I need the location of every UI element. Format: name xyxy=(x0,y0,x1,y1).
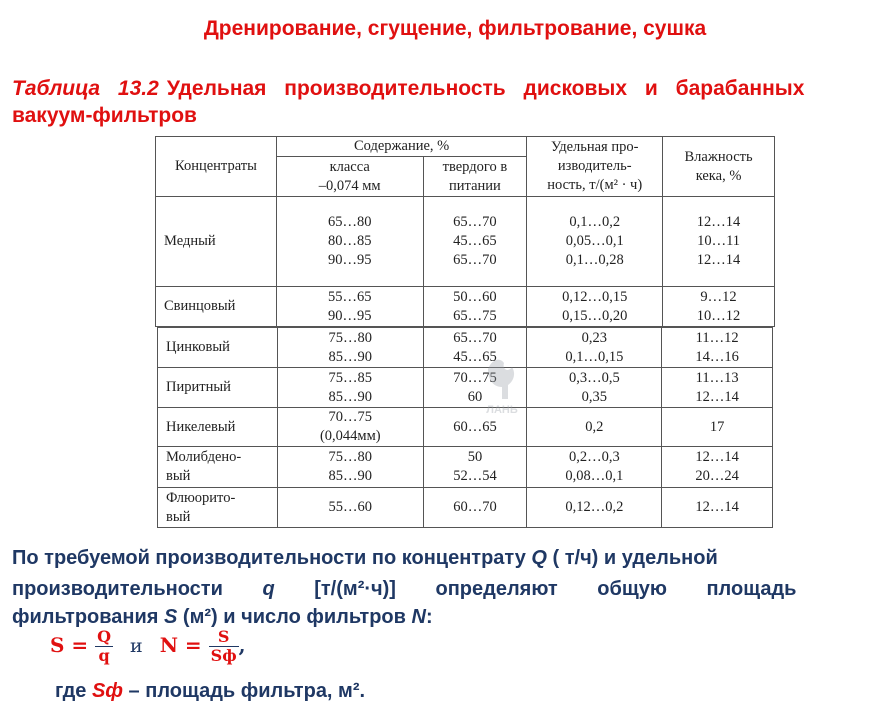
solid-content xyxy=(423,197,527,287)
cake-moisture-value: 12…14 xyxy=(695,388,739,405)
specific-productivity-value: 0,1…0,15 xyxy=(565,348,624,365)
cake-moisture xyxy=(662,328,773,368)
header-solid-line: твердого в xyxy=(442,158,508,175)
solid-content-value: 50…60 xyxy=(453,288,497,305)
header-moisture xyxy=(663,137,775,197)
paragraph-line2 xyxy=(12,575,888,603)
productivity-table-part2 xyxy=(157,327,773,528)
specific-productivity-value: 0,3…0,5 xyxy=(568,369,620,386)
solid-content-value: 60…65 xyxy=(453,418,497,435)
slide-title: Дренирование, сгущение, фильтрование, сушка xyxy=(203,17,707,40)
frac-denominator: Sф xyxy=(210,646,237,665)
cake-moisture xyxy=(662,408,773,447)
header-productivity-line: изводитель- xyxy=(557,158,632,174)
solid-content-value: 65…70 xyxy=(453,214,497,230)
cake-moisture-value: 14…16 xyxy=(695,348,739,365)
var-q: q xyxy=(262,578,275,600)
class-content-value: 75…85 xyxy=(328,369,373,386)
header-productivity xyxy=(527,137,663,197)
formula-comma: , xyxy=(238,633,246,657)
specific-productivity xyxy=(527,408,662,447)
solid-content xyxy=(423,368,527,408)
table-caption xyxy=(12,75,888,129)
concentrate-name-value: вый xyxy=(166,468,191,484)
cake-moisture-value: 11…12 xyxy=(695,329,739,346)
class-content xyxy=(277,368,423,408)
cake-moisture-value: 12…14 xyxy=(695,499,739,515)
header-concentrates: Концентраты xyxy=(156,137,277,197)
table-number: Таблица 13.2 xyxy=(12,77,159,100)
specific-productivity-value: 0,35 xyxy=(581,388,607,405)
watermark-text: ЛАНЬ xyxy=(486,404,518,416)
specific-productivity-value: 0,12…0,2 xyxy=(565,499,624,515)
cake-moisture xyxy=(663,197,775,287)
class-content xyxy=(276,287,423,327)
cake-moisture xyxy=(662,447,773,488)
class-content xyxy=(277,328,423,368)
solid-content-value: 65…70 xyxy=(453,329,497,346)
concentrate-name-value: Пиритный xyxy=(166,379,231,395)
specific-productivity-value: 0,05…0,1 xyxy=(565,233,624,249)
table-row xyxy=(158,328,773,368)
specific-productivity xyxy=(527,447,662,488)
table-row xyxy=(158,447,773,488)
specific-productivity-value: 0,15…0,20 xyxy=(562,307,628,324)
class-content-value: (0,044мм) xyxy=(319,428,381,444)
table-row xyxy=(158,368,773,408)
class-content xyxy=(277,488,423,528)
specific-productivity xyxy=(527,197,663,287)
frac-denominator: q xyxy=(98,646,110,665)
header-class-line: –0,074 мм xyxy=(318,177,381,194)
where-line xyxy=(55,680,365,703)
class-content xyxy=(277,447,423,488)
concentrate-name xyxy=(158,408,278,447)
fraction-s-over-sf xyxy=(209,628,239,665)
solid-content-value: 45…65 xyxy=(453,233,497,249)
solid-content-value: 45…65 xyxy=(453,348,497,365)
header-moisture-line: Влажность xyxy=(684,148,753,165)
concentrate-name-value: Свинцовый xyxy=(164,298,236,314)
header-class xyxy=(276,157,423,197)
specific-productivity-value: 0,23 xyxy=(581,329,607,346)
solid-content-value: 60…70 xyxy=(453,499,497,515)
table-row xyxy=(158,408,773,447)
concentrate-name xyxy=(158,368,278,408)
var-n: N xyxy=(411,606,426,628)
concentrate-name-value: Флюорито- xyxy=(166,489,236,506)
concentrate-name xyxy=(156,197,277,287)
where-symbol: Sф xyxy=(91,680,123,702)
para-text: ( т/ч) и удельной xyxy=(546,547,718,569)
header-solid-line: питании xyxy=(449,177,501,194)
class-content-value: 55…60 xyxy=(328,499,373,515)
class-content-value: 90…95 xyxy=(327,252,372,268)
concentrate-name xyxy=(156,287,277,327)
solid-content xyxy=(423,408,527,447)
cake-moisture xyxy=(662,488,773,528)
formula-s-lhs: S = xyxy=(50,633,89,657)
cake-moisture xyxy=(662,368,773,408)
class-content-value: 75…80 xyxy=(328,329,373,346)
table-row xyxy=(156,197,775,287)
solid-content-value: 65…75 xyxy=(453,307,497,324)
specific-productivity-value: 0,08…0,1 xyxy=(565,468,624,484)
paragraph-line3 xyxy=(12,603,888,631)
concentrate-name xyxy=(158,488,278,528)
para-text: По требуемой производительности по концентрату xyxy=(12,547,532,569)
cake-moisture-value: 10…12 xyxy=(696,307,741,324)
solid-content-value: 50 xyxy=(467,449,483,465)
concentrate-name-value: Медный xyxy=(164,233,216,249)
concentrate-name-value: Цинковый xyxy=(166,339,230,355)
fraction-q-over-q xyxy=(95,628,113,665)
class-content-value: 75…80 xyxy=(328,449,373,465)
cake-moisture-value: 12…14 xyxy=(696,214,741,230)
productivity-table-part1 xyxy=(155,136,775,327)
where-prefix: где xyxy=(55,680,92,702)
var-q-capital: Q xyxy=(531,547,547,569)
para-text: производительности xyxy=(12,578,263,600)
concentrate-name-value: Молибдено- xyxy=(166,449,242,465)
header-solid xyxy=(423,157,527,197)
concentrate-name xyxy=(158,328,278,368)
class-content xyxy=(276,197,423,287)
concentrate-name xyxy=(158,447,278,488)
cake-moisture-value: 9…12 xyxy=(700,288,737,305)
para-text: фильтрования xyxy=(12,606,165,628)
para-text: : xyxy=(425,606,433,628)
specific-productivity-value: 0,2…0,3 xyxy=(568,449,620,465)
specific-productivity-value: 0,2 xyxy=(585,418,604,435)
cake-moisture-value: 17 xyxy=(709,418,725,435)
solid-content-value: 70…75 xyxy=(453,369,497,386)
solid-content xyxy=(423,328,527,368)
concentrate-name-value: Никелевый xyxy=(166,418,236,435)
formula-n-lhs: N = xyxy=(159,633,202,657)
cake-moisture-value: 12…14 xyxy=(695,449,739,465)
solid-content-value: 52…54 xyxy=(453,468,497,484)
specific-productivity-value: 0,1…0,28 xyxy=(565,252,624,268)
formula xyxy=(50,628,246,665)
caption-text-line2: вакуум-фильтров xyxy=(12,104,197,127)
header-productivity-line: ность, т/(м² · ч) xyxy=(547,177,643,193)
solid-content-value: 60 xyxy=(467,388,483,405)
table-row xyxy=(156,287,775,327)
class-content-value: 65…80 xyxy=(327,214,372,230)
specific-productivity-value: 0,12…0,15 xyxy=(562,288,628,305)
class-content-value: 90…95 xyxy=(327,307,372,324)
caption-text-line1: Удельная производительность дисковых и барабанных xyxy=(166,77,805,100)
cake-moisture-value: 10…11 xyxy=(697,233,741,249)
header-moisture-line: кека, % xyxy=(695,167,742,184)
cake-moisture-value: 20…24 xyxy=(695,468,739,484)
solid-content-value: 65…70 xyxy=(453,252,497,268)
frac-numerator: S xyxy=(209,628,239,647)
paragraph-line1 xyxy=(12,544,888,572)
specific-productivity xyxy=(527,368,662,408)
class-content xyxy=(277,408,423,447)
header-productivity-line: Удельная про- xyxy=(550,139,639,155)
specific-productivity xyxy=(527,488,662,528)
specific-productivity-value: 0,1…0,2 xyxy=(569,214,621,230)
solid-content xyxy=(423,488,527,528)
class-content-value: 55…65 xyxy=(327,288,372,305)
header-content: Содержание, % xyxy=(276,137,526,157)
where-rest: – площадь фильтра, м². xyxy=(123,680,366,702)
para-text: (м²) и число фильтров xyxy=(177,606,412,628)
para-text: [т/(м²·ч)] определяют общую площадь xyxy=(274,578,797,600)
class-content-value: 85…90 xyxy=(328,468,373,484)
class-content-value: 85…90 xyxy=(328,388,373,405)
solid-content xyxy=(423,447,527,488)
header-class-line: класса xyxy=(329,158,370,175)
class-content-value: 85…90 xyxy=(328,348,373,365)
class-content-value: 70…75 xyxy=(328,409,373,425)
cake-moisture xyxy=(663,287,775,327)
solid-content xyxy=(423,287,527,327)
concentrate-name-value: вый xyxy=(166,508,191,525)
var-s: S xyxy=(164,606,178,628)
frac-numerator: Q xyxy=(97,627,112,646)
cake-moisture-value: 12…14 xyxy=(696,252,741,268)
cake-moisture-value: 11…13 xyxy=(695,369,739,386)
table-row xyxy=(158,488,773,528)
specific-productivity xyxy=(527,287,663,327)
formula-conjunction: и xyxy=(130,635,143,657)
specific-productivity xyxy=(527,328,662,368)
class-content-value: 80…85 xyxy=(327,233,372,249)
